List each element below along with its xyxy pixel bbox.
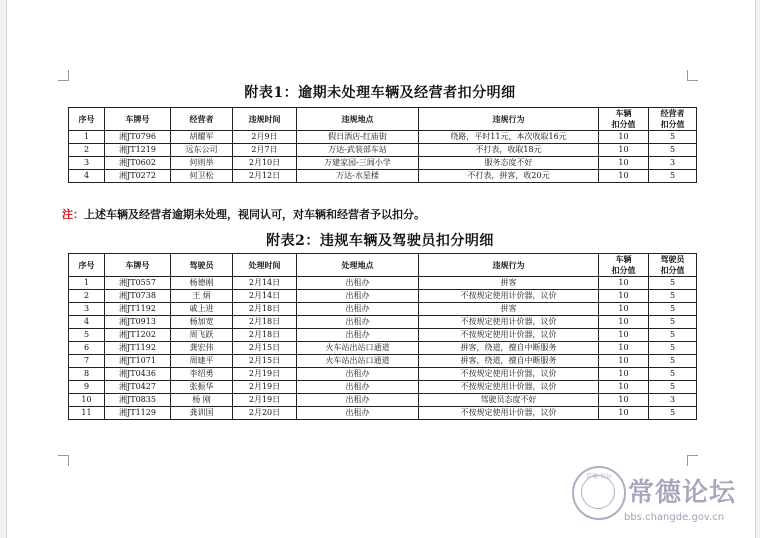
table-cell: 湘JT0835	[105, 394, 171, 407]
table-cell: 湘JT1192	[105, 303, 171, 316]
column-header: 车牌号	[105, 108, 171, 131]
table-row	[69, 355, 697, 368]
table-row	[69, 157, 697, 170]
table-cell: 火车站出站口通道	[297, 355, 419, 368]
table1-title: 附表1：逾期未处理车辆及经营者扣分明细	[244, 85, 516, 101]
table-cell: 拼客	[419, 303, 599, 316]
table-cell: 湘JT1129	[105, 407, 171, 420]
table-cell: 湘JT0602	[105, 157, 171, 170]
table-cell: 5	[649, 303, 697, 316]
page-margin-mark	[58, 455, 69, 466]
table-cell: 10	[599, 144, 649, 157]
table2-title: 附表2：违规车辆及驾驶员扣分明细	[266, 233, 494, 249]
table1-body	[69, 131, 697, 183]
table-cell: 湘JT1071	[105, 355, 171, 368]
column-header: 违规行为	[419, 108, 599, 131]
table-cell: 杨 刚	[171, 394, 233, 407]
table2	[68, 253, 697, 420]
table-row	[69, 303, 697, 316]
table-cell: 不按规定使用计价器，议价	[419, 368, 599, 381]
table-cell: 出租办	[297, 368, 419, 381]
table-cell: 周飞跃	[171, 329, 233, 342]
table-cell: 3	[649, 394, 697, 407]
table-row	[69, 368, 697, 381]
table-cell: 湘JT0796	[105, 131, 171, 144]
table-row	[69, 407, 697, 420]
column-header: 经营者 扣分值	[649, 108, 697, 131]
table2-body	[69, 277, 697, 420]
table-cell: 拼客	[419, 277, 599, 290]
table-cell: 湘JT0272	[105, 170, 171, 183]
table-cell: 2月18日	[233, 329, 297, 342]
column-header: 经营者	[171, 108, 233, 131]
table-cell: 湘JT0436	[105, 368, 171, 381]
table-row	[69, 329, 697, 342]
table-cell: 胡耀军	[171, 131, 233, 144]
page-margin-mark	[687, 455, 698, 466]
table1-header-row	[69, 108, 697, 131]
table-cell: 10	[69, 394, 105, 407]
table-cell: 不打表，拼客，收20元	[419, 170, 599, 183]
table-cell: 5	[649, 277, 697, 290]
table-cell: 拼客，绕道，擅自中断服务	[419, 342, 599, 355]
table-cell: 2	[69, 144, 105, 157]
table1	[68, 107, 697, 183]
column-header: 序号	[69, 254, 105, 277]
table-cell: 湘JT0427	[105, 381, 171, 394]
table-cell: 不按规定使用计价器，议价	[419, 316, 599, 329]
table-cell: 10	[599, 329, 649, 342]
table-cell: 10	[599, 368, 649, 381]
table-cell: 11	[69, 407, 105, 420]
table1-note	[62, 206, 425, 222]
table-cell: 10	[599, 342, 649, 355]
table-cell: 张振华	[171, 381, 233, 394]
table-cell: 2月18日	[233, 303, 297, 316]
table-cell: 5	[649, 329, 697, 342]
table-cell: 5	[649, 381, 697, 394]
table-cell: 5	[649, 290, 697, 303]
table-cell: 2月14日	[233, 277, 297, 290]
table-cell: 10	[599, 157, 649, 170]
table-cell: 假日酒店-红庙街	[297, 131, 419, 144]
table-cell: 3	[649, 157, 697, 170]
page-margin-mark	[58, 70, 69, 81]
table-cell: 湘JT0913	[105, 316, 171, 329]
table-row	[69, 144, 697, 157]
table-cell: 湘JT1192	[105, 342, 171, 355]
table-row	[69, 170, 697, 183]
seal-text: 常德·论坛	[586, 473, 612, 480]
column-header: 车牌号	[105, 254, 171, 277]
table-cell: 2月7日	[233, 144, 297, 157]
table-cell: 服务态度不好	[419, 157, 599, 170]
table-cell: 3	[69, 303, 105, 316]
table-cell: 杨加宽	[171, 316, 233, 329]
table-cell: 火车站出站口通道	[297, 342, 419, 355]
column-header: 处理地点	[297, 254, 419, 277]
table-cell: 10	[599, 277, 649, 290]
table2-header-row	[69, 254, 697, 277]
table-cell: 6	[69, 342, 105, 355]
table-cell: 10	[599, 394, 649, 407]
table-cell: 8	[69, 368, 105, 381]
table-cell: 出租办	[297, 290, 419, 303]
table-cell: 不按规定使用计价器，议价	[419, 290, 599, 303]
table-cell: 9	[69, 381, 105, 394]
note-text: 上述车辆及经营者逾期未处理，视同认可，对车辆和经营者予以扣分。	[84, 208, 425, 221]
table-row	[69, 290, 697, 303]
table-cell: 2月19日	[233, 394, 297, 407]
forum-seal-logo	[572, 466, 626, 520]
seal-inner-ring	[581, 475, 615, 509]
table-cell: 龚宏伟	[171, 342, 233, 355]
table-cell: 湘JT1219	[105, 144, 171, 157]
table-cell: 10	[599, 355, 649, 368]
table-cell: 4	[69, 170, 105, 183]
table-cell: 湘JT1202	[105, 329, 171, 342]
table-cell: 10	[599, 316, 649, 329]
table-cell: 不打表，收取18元	[419, 144, 599, 157]
table-cell: 2月14日	[233, 290, 297, 303]
forum-watermark-url: bbs.changde.gov.cn	[624, 512, 725, 523]
table-cell: 1	[69, 131, 105, 144]
column-header: 车辆 扣分值	[599, 108, 649, 131]
table-cell: 10	[599, 290, 649, 303]
table-cell: 10	[599, 303, 649, 316]
table-cell: 2月15日	[233, 342, 297, 355]
column-header: 车辆 扣分值	[599, 254, 649, 277]
table-cell: 4	[69, 316, 105, 329]
column-header: 违规地点	[297, 108, 419, 131]
table-cell: 10	[599, 170, 649, 183]
table-cell: 出租办	[297, 381, 419, 394]
table-cell: 2月9日	[233, 131, 297, 144]
note-label: 注：	[62, 208, 84, 221]
table-cell: 周建平	[171, 355, 233, 368]
table-cell: 出租办	[297, 329, 419, 342]
table-cell: 2月10日	[233, 157, 297, 170]
table-cell: 10	[599, 407, 649, 420]
column-header: 序号	[69, 108, 105, 131]
table-cell: 远东公司	[171, 144, 233, 157]
table-cell: 戚上进	[171, 303, 233, 316]
table-cell: 5	[69, 329, 105, 342]
forum-watermark-name: 常德论坛	[628, 478, 737, 508]
table-cell: 2	[69, 290, 105, 303]
table-cell: 2月18日	[233, 316, 297, 329]
table-cell: 绕路，平时11元，本次收取16元	[419, 131, 599, 144]
table-cell: 10	[599, 381, 649, 394]
table-cell: 5	[649, 170, 697, 183]
column-header: 违规时间	[233, 108, 297, 131]
table-cell: 万达-武装部车站	[297, 144, 419, 157]
table-cell: 2月19日	[233, 368, 297, 381]
table-cell: 出租办	[297, 316, 419, 329]
table-cell: 3	[69, 157, 105, 170]
table-row	[69, 381, 697, 394]
table-cell: 不按规定使用计价器，议价	[419, 407, 599, 420]
table-row	[69, 316, 697, 329]
column-header: 驾驶员 扣分值	[649, 254, 697, 277]
table-cell: 拼客，绕道，擅自中断服务	[419, 355, 599, 368]
table-cell: 5	[649, 131, 697, 144]
table-cell: 不按规定使用计价器，议价	[419, 381, 599, 394]
table-cell: 7	[69, 355, 105, 368]
table-cell: 万达-水星楼	[297, 170, 419, 183]
table-cell: 2月15日	[233, 355, 297, 368]
table-cell: 李绍勇	[171, 368, 233, 381]
table-row	[69, 394, 697, 407]
table-cell: 2月20日	[233, 407, 297, 420]
page-margin-mark	[687, 70, 698, 81]
table-cell: 何则举	[171, 157, 233, 170]
table-cell: 龚训国	[171, 407, 233, 420]
table-cell: 5	[649, 316, 697, 329]
table-cell: 2月12日	[233, 170, 297, 183]
table-cell: 王 炳	[171, 290, 233, 303]
table-cell: 出租办	[297, 277, 419, 290]
table-cell: 5	[649, 407, 697, 420]
table-cell: 杨德刚	[171, 277, 233, 290]
table-cell: 出租办	[297, 303, 419, 316]
column-header: 处理时间	[233, 254, 297, 277]
table-cell: 何卫松	[171, 170, 233, 183]
table-cell: 驾驶员态度不好	[419, 394, 599, 407]
table-cell: 湘JT0557	[105, 277, 171, 290]
table-cell: 湘JT0738	[105, 290, 171, 303]
table-cell: 1	[69, 277, 105, 290]
table-cell: 5	[649, 144, 697, 157]
table-cell: 2月19日	[233, 381, 297, 394]
table-cell: 10	[599, 131, 649, 144]
table-cell: 5	[649, 355, 697, 368]
table-row	[69, 342, 697, 355]
column-header: 驾驶员	[171, 254, 233, 277]
table-row	[69, 131, 697, 144]
table-cell: 万建家园-三闾小学	[297, 157, 419, 170]
table-cell: 5	[649, 342, 697, 355]
table-cell: 出租办	[297, 394, 419, 407]
column-header: 违规行为	[419, 254, 599, 277]
table-cell: 5	[649, 368, 697, 381]
table-row	[69, 277, 697, 290]
table-cell: 出租办	[297, 407, 419, 420]
table-cell: 不按规定使用计价器，议价	[419, 329, 599, 342]
